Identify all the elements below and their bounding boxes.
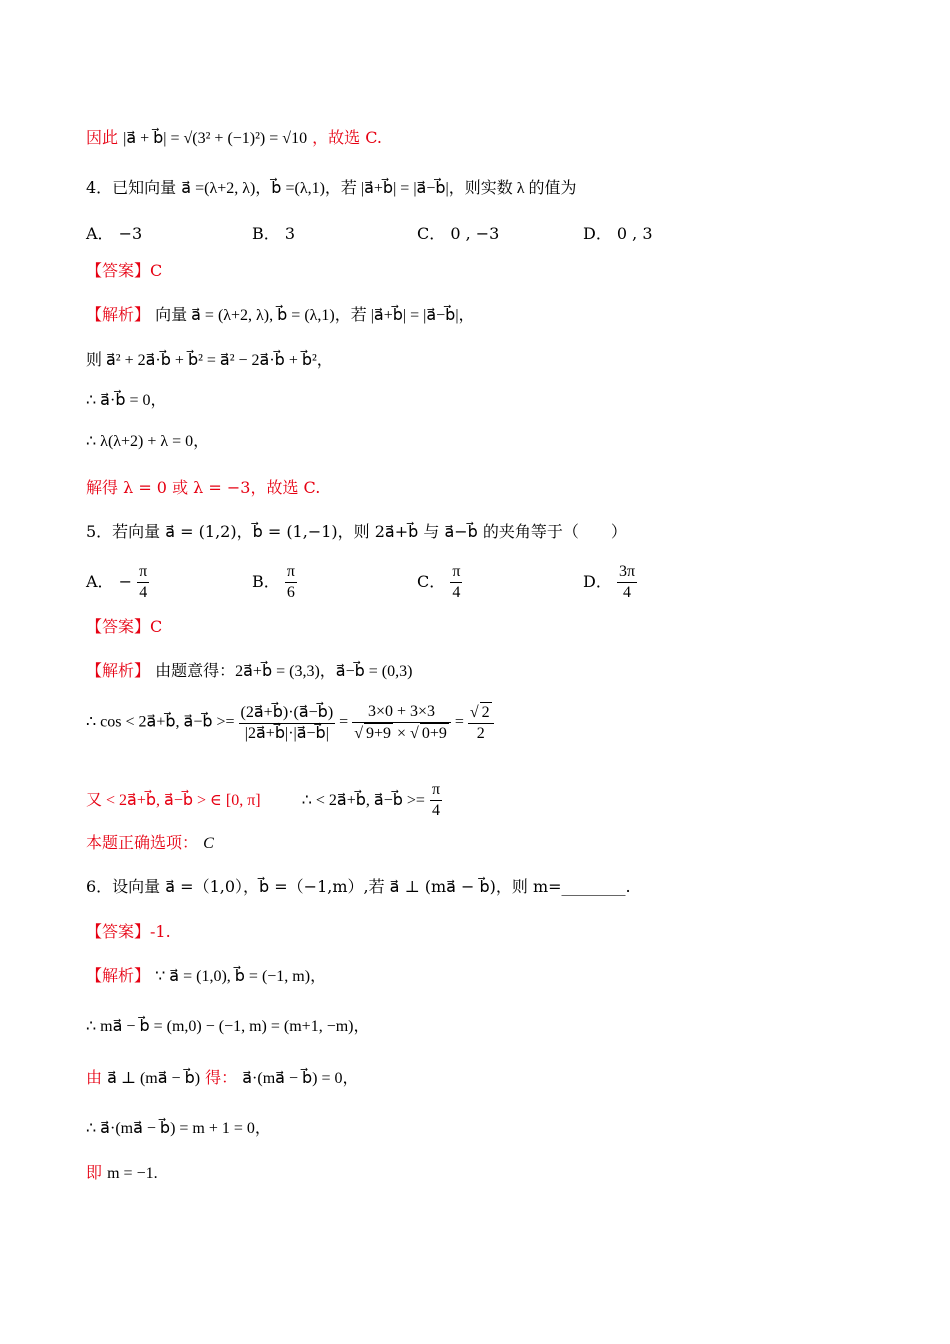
q6-solution-line-1 (86, 966, 326, 987)
text-prefix: 即 (86, 1163, 103, 1182)
numerator: π (285, 562, 297, 583)
denominator: 2 (476, 725, 485, 742)
equals-sign: = (339, 713, 349, 731)
question-5-stem: 5．若向量 a⃗ = (1,2)，b⃗ = (1,−1)，则 2a⃗+b⃗ 与 a⃗−b⃗ 的夹角等于（ ） (86, 522, 627, 541)
radicand: 0+9 (421, 725, 447, 742)
q6-solution-line-2: ∴ ma⃗ − b⃗ = (m,0) − (−1, m) = (m+1, −m)， (86, 1018, 370, 1035)
q6-answer: 【答案】-1. (86, 922, 171, 941)
solution-text: ∵ a⃗ = (1,0), b⃗ = (−1, m)， (155, 968, 327, 985)
solution-label: 【解析】 (86, 661, 151, 680)
q6-solution-line-4: ∴ a⃗·(ma⃗ − b⃗) = m + 1 = 0， (86, 1120, 271, 1137)
radicand: 2 (481, 704, 490, 721)
denominator: 6 (286, 584, 295, 601)
option-label: A． (86, 572, 114, 591)
question-4-stem (86, 178, 576, 199)
numerator: (2a⃗+b⃗)·(a⃗−b⃗) (239, 703, 336, 724)
conclusion-label: 本题正确选项： (86, 833, 199, 852)
fraction-dot-over-norms (239, 703, 336, 744)
text-prefix: 因此 (86, 128, 119, 147)
q4-solution-line-3: ∴ a⃗·b⃗ = 0， (86, 392, 167, 409)
question-4-intro: 4．已知向量 (86, 178, 177, 197)
numerator: 3π (617, 562, 637, 583)
denominator: √ 9+9 × √ 0+9 (354, 725, 447, 742)
angle-result: ∴ < 2a⃗+b⃗, a⃗−b⃗ >= (301, 792, 425, 809)
conclusion-answer: C (203, 835, 214, 852)
numerator: π (137, 562, 149, 583)
q5-option-d (583, 562, 637, 603)
q5-solution-line-2 (86, 702, 494, 744)
fraction-result (468, 702, 494, 744)
q4-solution-line-5: 解得 λ = 0 或 λ = −3，故选 C. (86, 478, 321, 497)
denominator: |2a⃗+b⃗|·|a⃗−b⃗| (244, 724, 329, 742)
solution-text: 向量 a⃗ = (λ+2, λ), b⃗ = (λ,1)，若 |a⃗+b⃗| = |a⃗−b⃗|， (155, 307, 475, 324)
q4-solution-line-1 (86, 305, 475, 326)
q4-option-d: D． 0 , 3 (583, 224, 653, 243)
solution-text: 由题意得：2a⃗+b⃗ = (3,3)，a⃗−b⃗ = (0,3) (155, 663, 413, 680)
q6-solution-line-3 (86, 1068, 359, 1089)
math-equation: a⃗·(ma⃗ − b⃗) = 0， (242, 1070, 359, 1087)
q5-option-c (417, 562, 462, 603)
q5-solution-line-3 (86, 780, 442, 821)
q5-solution-line-4 (86, 833, 214, 854)
q4-solution-line-4: ∴ λ(λ+2) + λ = 0， (86, 433, 210, 450)
q6-solution-line-5 (86, 1163, 158, 1184)
option-label: C． (417, 572, 446, 591)
text-suffix: ，故选 C. (312, 128, 383, 147)
denominator: 4 (432, 802, 441, 819)
numerator: 3×0 + 3×3 (352, 702, 451, 723)
option-label: D． (583, 572, 612, 591)
q5-answer: 【答案】C (86, 617, 163, 636)
solution-label: 【解析】 (86, 305, 151, 324)
q5-solution-line-1 (86, 661, 412, 682)
option-label: B． (252, 572, 280, 591)
q4-option-a: A． −3 (86, 224, 143, 243)
fraction-numeric (352, 702, 451, 744)
q5-option-b (252, 562, 297, 603)
q4-option-c: C． 0 , −3 (417, 224, 500, 243)
math-result: m = −1. (107, 1165, 158, 1182)
minus-sign: − (118, 572, 133, 591)
numerator: √ 2 (468, 702, 494, 724)
q4-answer: 【答案】C (86, 261, 163, 280)
fraction (137, 562, 149, 603)
denominator: 4 (622, 584, 631, 601)
solution-label: 【解析】 (86, 966, 151, 985)
range-statement: 又 < 2a⃗+b⃗, a⃗−b⃗ > ∈ [0, π] (86, 792, 261, 809)
cos-left: ∴ cos < 2a⃗+b⃗, a⃗−b⃗ >= (86, 713, 235, 731)
math-expression: |a⃗ + b⃗| = √(3² + (−1)²) = √10 (123, 130, 308, 147)
text-prefix: 由 (86, 1068, 103, 1087)
q4-option-b: B． 3 (252, 224, 296, 243)
fraction (617, 562, 637, 603)
math-condition: a⃗ ⊥ (ma⃗ − b⃗) (107, 1070, 201, 1087)
denominator: 4 (139, 584, 148, 601)
solution-conclusion-line (86, 128, 382, 149)
question-6-stem: 6．设向量 a⃗ =（1,0），b⃗ =（−1,m）,若 a⃗ ⊥ (ma⃗ − b⃗)，则 m=________. (86, 877, 631, 896)
text-mid: 得： (205, 1068, 238, 1087)
numerator: π (450, 562, 462, 583)
q5-option-a (86, 562, 149, 603)
radicand: 9+9 (365, 725, 391, 742)
fraction (430, 780, 442, 821)
equals-sign: = (454, 713, 464, 731)
question-4-math: a⃗ =(λ+2, λ)，b⃗ =(λ,1)，若 |a⃗+b⃗| = |a⃗−b⃗|，则实数 λ 的值为 (181, 180, 577, 197)
fraction (285, 562, 297, 603)
q4-solution-line-2: 则 a⃗² + 2a⃗·b⃗ + b⃗² = a⃗² − 2a⃗·b⃗ + b⃗²， (86, 352, 333, 369)
numerator: π (430, 780, 442, 801)
fraction (450, 562, 462, 603)
denominator: 4 (452, 584, 461, 601)
